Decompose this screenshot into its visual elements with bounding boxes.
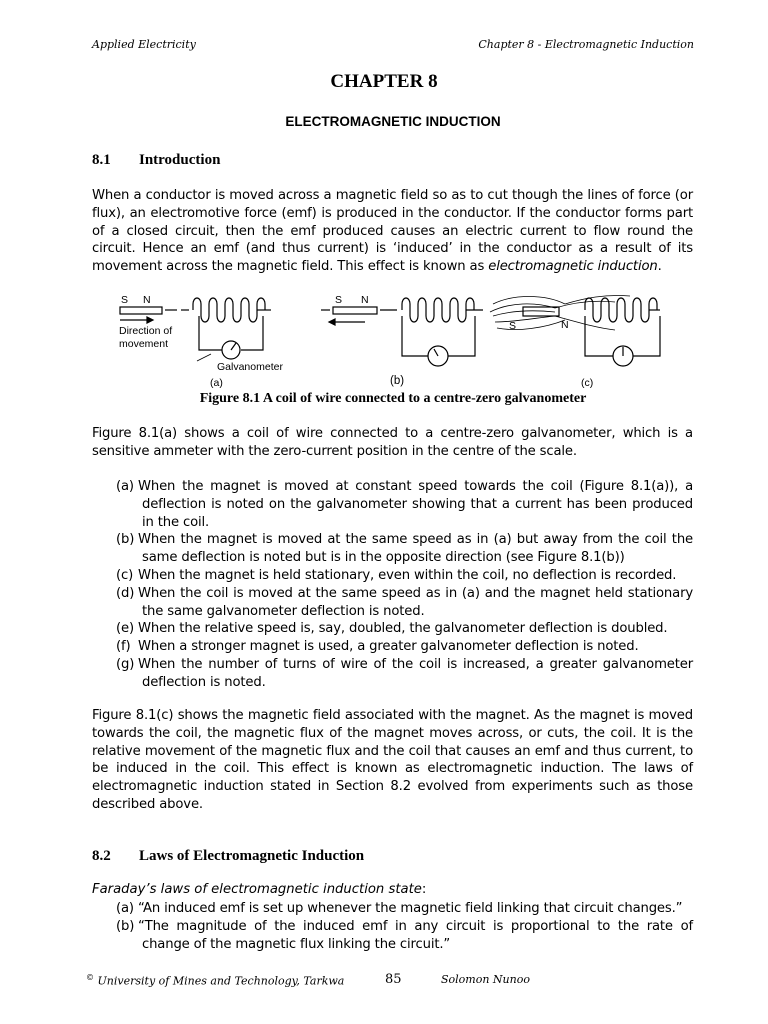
list-item: (g) When the number of turns of wire of the coil is increased, a greater galvanometer deflection is noted. <box>116 656 693 690</box>
section-heading-8-2 <box>92 848 364 865</box>
figure-caption: Figure 8.1 A coil of wire connected to a centre-zero galvanometer <box>199 391 587 406</box>
section-number: 8.2 <box>92 848 111 864</box>
intro-paragraph <box>92 187 693 276</box>
list-item: (a) When the magnet is moved at constant speed towards the coil (Figure 8.1(a)), a deflection is noted on the galvanometer showing that a current has been produced in the coil. <box>116 479 693 530</box>
coil-a <box>193 298 271 322</box>
figure-tag-a: (a) <box>210 377 223 388</box>
magnet-b-s-label: S <box>335 294 343 306</box>
footer-author: Solomon Nunoo <box>441 973 530 986</box>
section-title: Introduction <box>139 152 221 168</box>
list-item: (c) When the magnet is held stationary, even within the coil, no deflection is recorded. <box>116 567 677 583</box>
intro-emphasis: electromagnetic induction <box>488 259 658 275</box>
figure-8-1-diagram <box>115 292 675 388</box>
magnet-a-n-label: N <box>143 294 151 306</box>
section-number: 8.1 <box>92 152 111 168</box>
faraday-intro: Faraday’s laws of electromagnetic induction state: <box>92 882 427 897</box>
magnet-b <box>333 307 377 314</box>
running-header-right: Chapter 8 - Electromagnetic Induction <box>478 38 694 51</box>
list-item: (a) “An induced emf is set up whenever the magnetic field linking that circuit changes.” <box>116 901 683 916</box>
magnet-c-s-label: S <box>509 320 517 332</box>
magnetic-field-paragraph: Figure 8.1(c) shows the magnetic field associated with the magnet. As the magnet is moved towards the coil, the magnetic flux of the magnet moves across, or cuts, the coil. It is the relative movement of the magnetic flux and the coil that causes an emf and thus current, to be induced in the coil. This effect is known as electromagnetic induction. The laws of electromagnetic induction stated in Section 8.2 evolved from experiments such as those described above. <box>92 708 693 812</box>
observations-list <box>116 478 693 692</box>
section-heading-8-1 <box>92 152 220 169</box>
figure-tag-c: (c) <box>581 377 594 388</box>
copyright-symbol: © <box>86 973 94 982</box>
intro-text: When a conductor is moved across a magnetic field so as to cut though the lines of force (or flux), an electromotive force (emf) is produced in the conductor. If the conductor forms part of a closed circuit, then the emf produced causes an electric current to flow round the circuit. Hence an emf (and thus current) is ‘induced’ in the conductor as a result of its movement across the magnetic field. This effect is known as <box>92 188 693 275</box>
running-header-left: Applied Electricity <box>92 38 196 51</box>
footer-university: University of Mines and Technology, Tarkwa <box>97 974 345 988</box>
coil-b <box>402 298 483 322</box>
list-item: (f) When a stronger magnet is used, a greater galvanometer deflection is noted. <box>116 639 639 655</box>
direction-label: Direction of <box>119 325 173 337</box>
magnet-a-s-label: S <box>121 294 129 306</box>
magnet-a <box>120 307 162 314</box>
laws-list <box>116 900 693 953</box>
figure-description-paragraph: Figure 8.1(a) shows a coil of wire connected to a centre-zero galvanometer, which is a sensitive ammeter with the zero-current position in the centre of the scale. <box>92 426 693 459</box>
figure-tag-b: (b) <box>390 375 405 387</box>
page-number: 85 <box>385 972 402 987</box>
list-item: (b) “The magnitude of the induced emf in any circuit is proportional to the rate of change of the magnetic flux linking the circuit.” <box>116 918 693 952</box>
intro-end: . <box>657 259 662 275</box>
list-item: (b) When the magnet is moved at the same speed as in (a) but away from the coil the same deflection is noted but is in the opposite direction (see Figure 8.1(b)) <box>116 532 693 566</box>
footer-left <box>86 973 344 988</box>
magnet-c-n-label: N <box>561 319 569 331</box>
section-title: Laws of Electromagnetic Induction <box>139 848 365 864</box>
list-item: (d) When the coil is moved at the same speed as in (a) and the magnet held stationary the same galvanometer deflection is noted. <box>116 585 693 619</box>
magnet-b-n-label: N <box>361 294 369 306</box>
chapter-title: ELECTROMAGNETIC INDUCTION <box>285 114 501 129</box>
galvanometer-label: Galvanometer <box>217 361 283 373</box>
chapter-number: CHAPTER 8 <box>330 71 438 92</box>
list-item: (e) When the relative speed is, say, doubled, the galvanometer deflection is doubled. <box>116 621 668 637</box>
movement-label: movement <box>119 338 169 350</box>
